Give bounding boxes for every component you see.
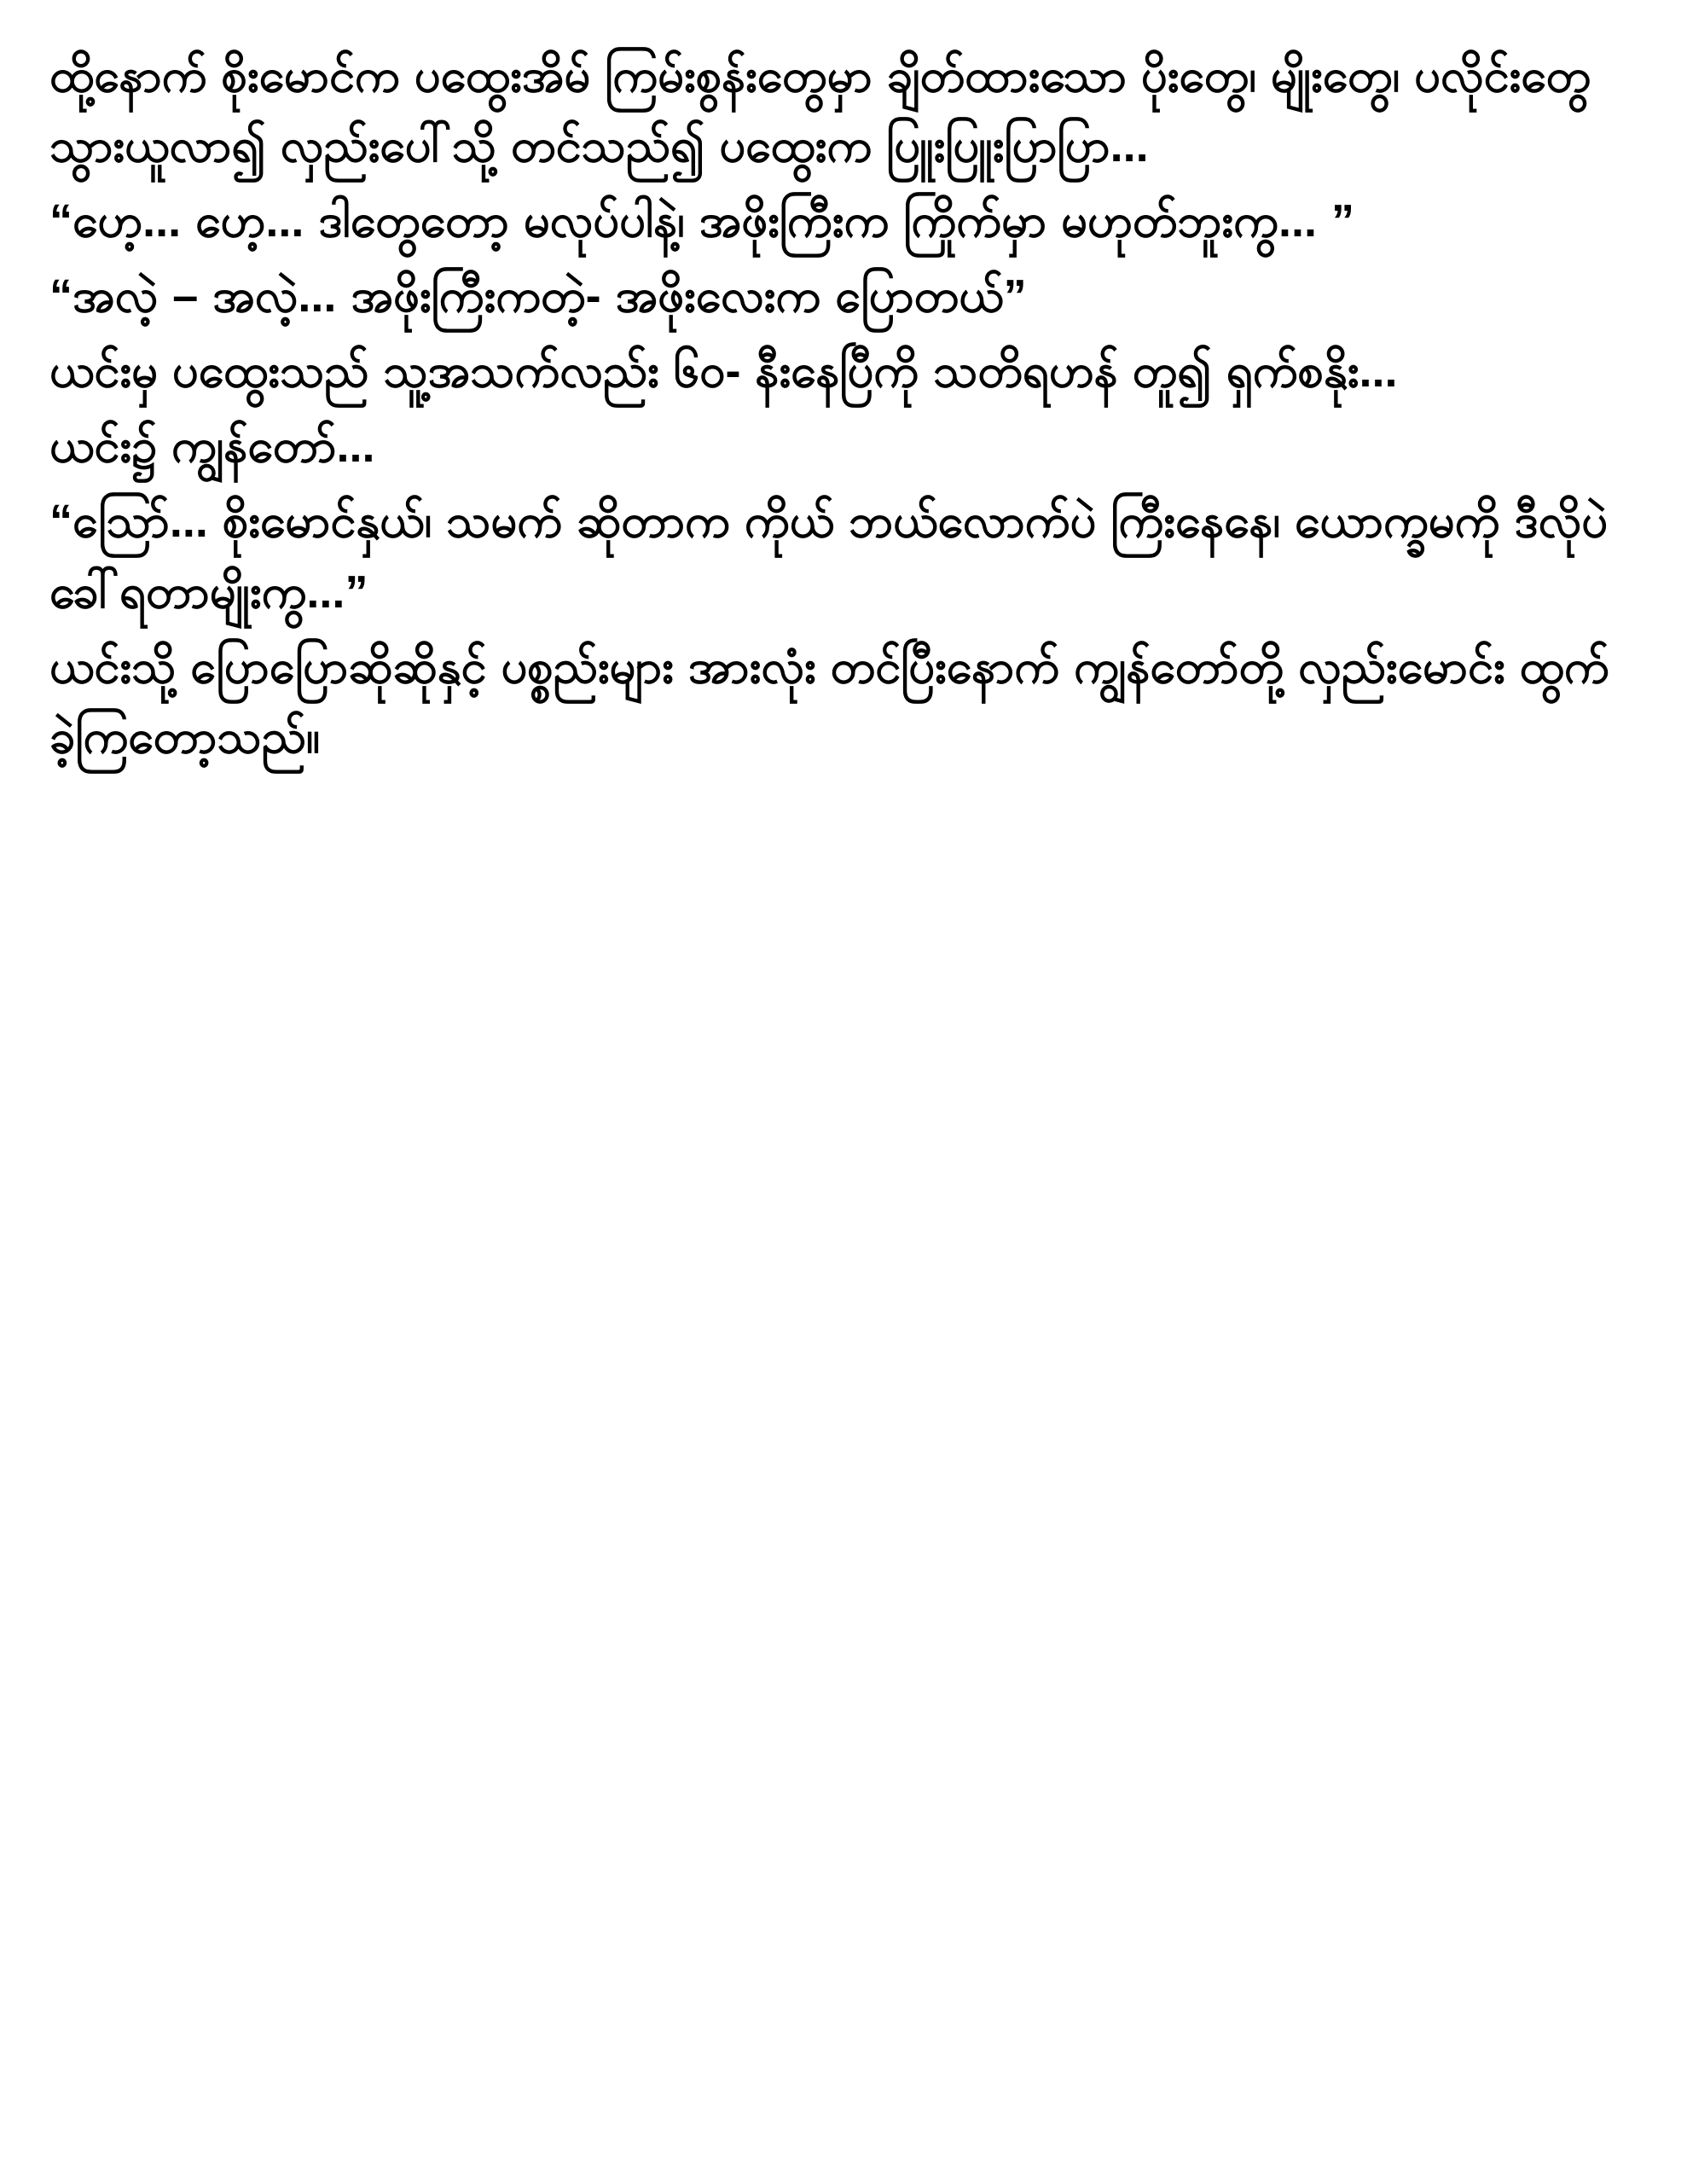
paragraph: “အလဲ့ – အလဲ့... အဖိုးကြီးကတဲ့- အဖိုးလေးက ပြောတယ်”: [49, 270, 1027, 322]
paragraph: ယင်း၌ ကျွန်တော်...: [49, 421, 375, 473]
paragraph: “ဟေ့... ဟေ့... ဒါတွေတော့ မလုပ်ပါနဲ့၊ အဖိုးကြီးက ကြိုက်မှာ မဟုတ်ဘူးကွ... ”: [49, 195, 1354, 247]
paragraph: ထို့နောက် စိုးမောင်က ပထွေးအိမ် ကြမ်းစွန်းတွေမှာ ချိတ်ထားသော ပိုးတွေ၊ မျိုးတွေ၊ ပလိုင်းတွေ သွားယူလာ၍ လှည်းပေါ်သို့ တင်သည်၍ ပထွေးက ပြူးပြူးပြာပြာ...: [49, 50, 1591, 172]
paragraph: ယင်းသို့ ပြောပြောဆိုဆိုနှင့် ပစ္စည်းများ အားလုံး တင်ပြီးနောက် ကျွန်တော်တို့ လှည်းမောင်း ထွက်ခဲ့ကြတော့သည်။: [49, 641, 1609, 763]
document-body: [49, 41, 1627, 772]
paragraph: ယင်းမှ ပထွေးသည် သူ့အသက်လည်း ၆၀- နီးနေပြီကို သတိရဟန် တူ၍ ရှက်စနိုး...: [49, 346, 1398, 398]
paragraph: “ဩော်... စိုးမောင်နှယ်၊ သမက် ဆိုတာက ကိုယ် ဘယ်လောက်ပဲ ကြီးနေနေ၊ ယောက္ခမကို ဒီလိုပဲ ခေါ်ရတာမျိုးကွ...”: [49, 496, 1609, 618]
